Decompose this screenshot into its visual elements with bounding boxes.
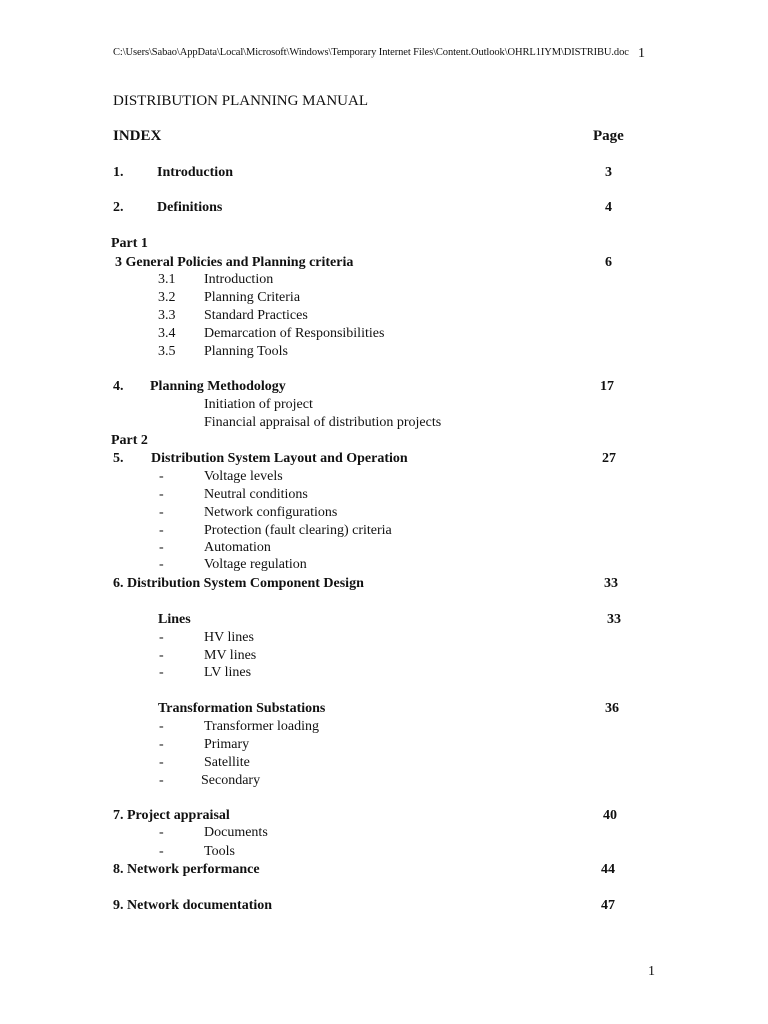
lines-sub-2: MV lines: [204, 648, 257, 663]
entry-2-page: 4: [605, 200, 612, 215]
page-column-heading: Page: [593, 128, 624, 144]
entry-8-page: 44: [601, 862, 615, 877]
entry-5-sub-4: Protection (fault clearing) criteria: [204, 523, 392, 538]
entry-3-3-number: 3.3: [158, 308, 176, 323]
entry-7-label: 7. Project appraisal: [113, 808, 230, 823]
entry-4-sub-1: Initiation of project: [204, 397, 313, 412]
dash: -: [159, 487, 164, 502]
entry-6-label: 6. Distribution System Component Design: [113, 576, 364, 591]
entry-1-number: 1.: [113, 165, 124, 180]
entry-4-page: 17: [600, 379, 614, 394]
entry-5-sub-2: Neutral conditions: [204, 487, 308, 502]
entry-8-label: 8. Network performance: [113, 862, 260, 877]
document-title: DISTRIBUTION PLANNING MANUAL: [113, 93, 368, 109]
entry-5-sub-6: Voltage regulation: [204, 557, 307, 572]
entry-7-sub-1: Documents: [204, 825, 268, 840]
entry-3-label: 3 General Policies and Planning criteria: [115, 255, 354, 270]
transformation-sub-3: Satellite: [204, 755, 250, 770]
entry-3-2-label: Planning Criteria: [204, 290, 301, 305]
entry-4-number: 4.: [113, 379, 124, 394]
dash: -: [159, 523, 164, 538]
entry-9-label: 9. Network documentation: [113, 898, 273, 913]
dash: -: [159, 505, 164, 520]
dash: -: [159, 557, 164, 572]
transformation-sub-4: Secondary: [201, 773, 261, 788]
entry-1-label: Introduction: [157, 165, 233, 180]
lines-page: 33: [607, 612, 621, 627]
file-path-header: C:\Users\Sabao\AppData\Local\Microsoft\Windows\Temporary Internet Files\Content.Outlook\OHRL1IYM\DISTRIBU.doc: [113, 47, 629, 58]
transformation-heading: Transformation Substations: [158, 701, 326, 716]
dash: -: [159, 773, 164, 788]
dash: -: [159, 630, 164, 645]
entry-5-page: 27: [602, 451, 616, 466]
lines-heading: Lines: [158, 612, 191, 627]
dash: -: [159, 844, 164, 859]
entry-3-2-number: 3.2: [158, 290, 176, 305]
transformation-page: 36: [605, 701, 619, 716]
entry-5-number: 5.: [113, 451, 124, 466]
entry-6-page: 33: [604, 576, 618, 591]
part-2-heading: Part 2: [111, 433, 148, 448]
entry-3-1-label: Introduction: [204, 272, 274, 287]
dash: -: [159, 825, 164, 840]
dash: -: [159, 469, 164, 484]
entry-3-4-label: Demarcation of Responsibilities: [204, 326, 385, 341]
entry-5-sub-5: Automation: [204, 540, 271, 555]
entry-2-number: 2.: [113, 200, 124, 215]
dash: -: [159, 540, 164, 555]
header-page-number: 1: [638, 46, 645, 61]
entry-4-sub-2: Financial appraisal of distribution projects: [204, 415, 442, 430]
entry-7-sub-2: Tools: [204, 844, 235, 859]
entry-5-sub-1: Voltage levels: [204, 469, 283, 484]
entry-3-1-number: 3.1: [158, 272, 176, 287]
transformation-sub-1: Transformer loading: [204, 719, 319, 734]
dash: -: [159, 665, 164, 680]
part-1-heading: Part 1: [111, 236, 148, 251]
entry-3-page: 6: [605, 255, 612, 270]
entry-3-4-number: 3.4: [158, 326, 176, 341]
entry-3-5-number: 3.5: [158, 344, 176, 359]
entry-4-label: Planning Methodology: [150, 379, 286, 394]
transformation-sub-2: Primary: [204, 737, 250, 752]
dash: -: [159, 755, 164, 770]
entry-5-sub-3: Network configurations: [204, 505, 338, 520]
dash: -: [159, 719, 164, 734]
lines-sub-1: HV lines: [204, 630, 254, 645]
entry-7-page: 40: [603, 808, 617, 823]
dash: -: [159, 648, 164, 663]
entry-2-label: Definitions: [157, 200, 223, 215]
entry-3-3-label: Standard Practices: [204, 308, 308, 323]
entry-9-page: 47: [601, 898, 615, 913]
index-heading: INDEX: [113, 128, 162, 144]
entry-1-page: 3: [605, 165, 612, 180]
lines-sub-3: LV lines: [204, 665, 252, 680]
dash: -: [159, 737, 164, 752]
footer-page-number: 1: [648, 964, 655, 979]
entry-5-label: Distribution System Layout and Operation: [151, 451, 408, 466]
entry-3-5-label: Planning Tools: [204, 344, 288, 359]
